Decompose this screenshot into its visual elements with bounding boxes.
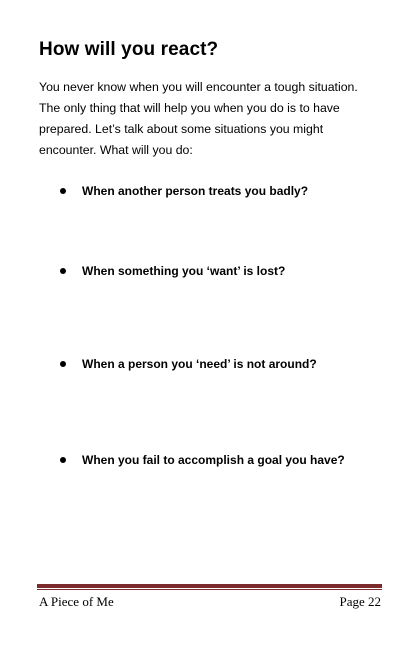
bullet-icon: [60, 188, 66, 194]
intro-line: prepared. Let’s talk about some situations you might: [39, 122, 324, 136]
question-item: [0, 262, 420, 282]
question-text: When something you ‘want’ is lost?: [82, 264, 286, 278]
bullet-icon: [60, 268, 66, 274]
question-text: When another person treats you badly?: [82, 184, 309, 198]
bullet-icon: [60, 457, 66, 463]
question-item: [0, 451, 420, 471]
question-text: When you fail to accomplish a goal you have?: [82, 453, 345, 467]
intro-line: The only thing that will help you when you do is to have: [39, 101, 340, 115]
page-number: Page 22: [339, 594, 381, 609]
question-text: When a person you ‘need’ is not around?: [82, 357, 317, 371]
footer-divider: [37, 584, 382, 588]
footer-divider-thin: [37, 589, 382, 590]
section-heading: How will you react?: [39, 39, 219, 60]
question-item: [0, 182, 420, 202]
intro-line: You never know when you will encounter a tough situation.: [39, 80, 358, 94]
footer-title: A Piece of Me: [39, 594, 114, 609]
intro-paragraph: [39, 77, 384, 161]
question-item: [0, 355, 420, 375]
intro-line: encounter. What will you do:: [39, 143, 193, 157]
bullet-icon: [60, 361, 66, 367]
